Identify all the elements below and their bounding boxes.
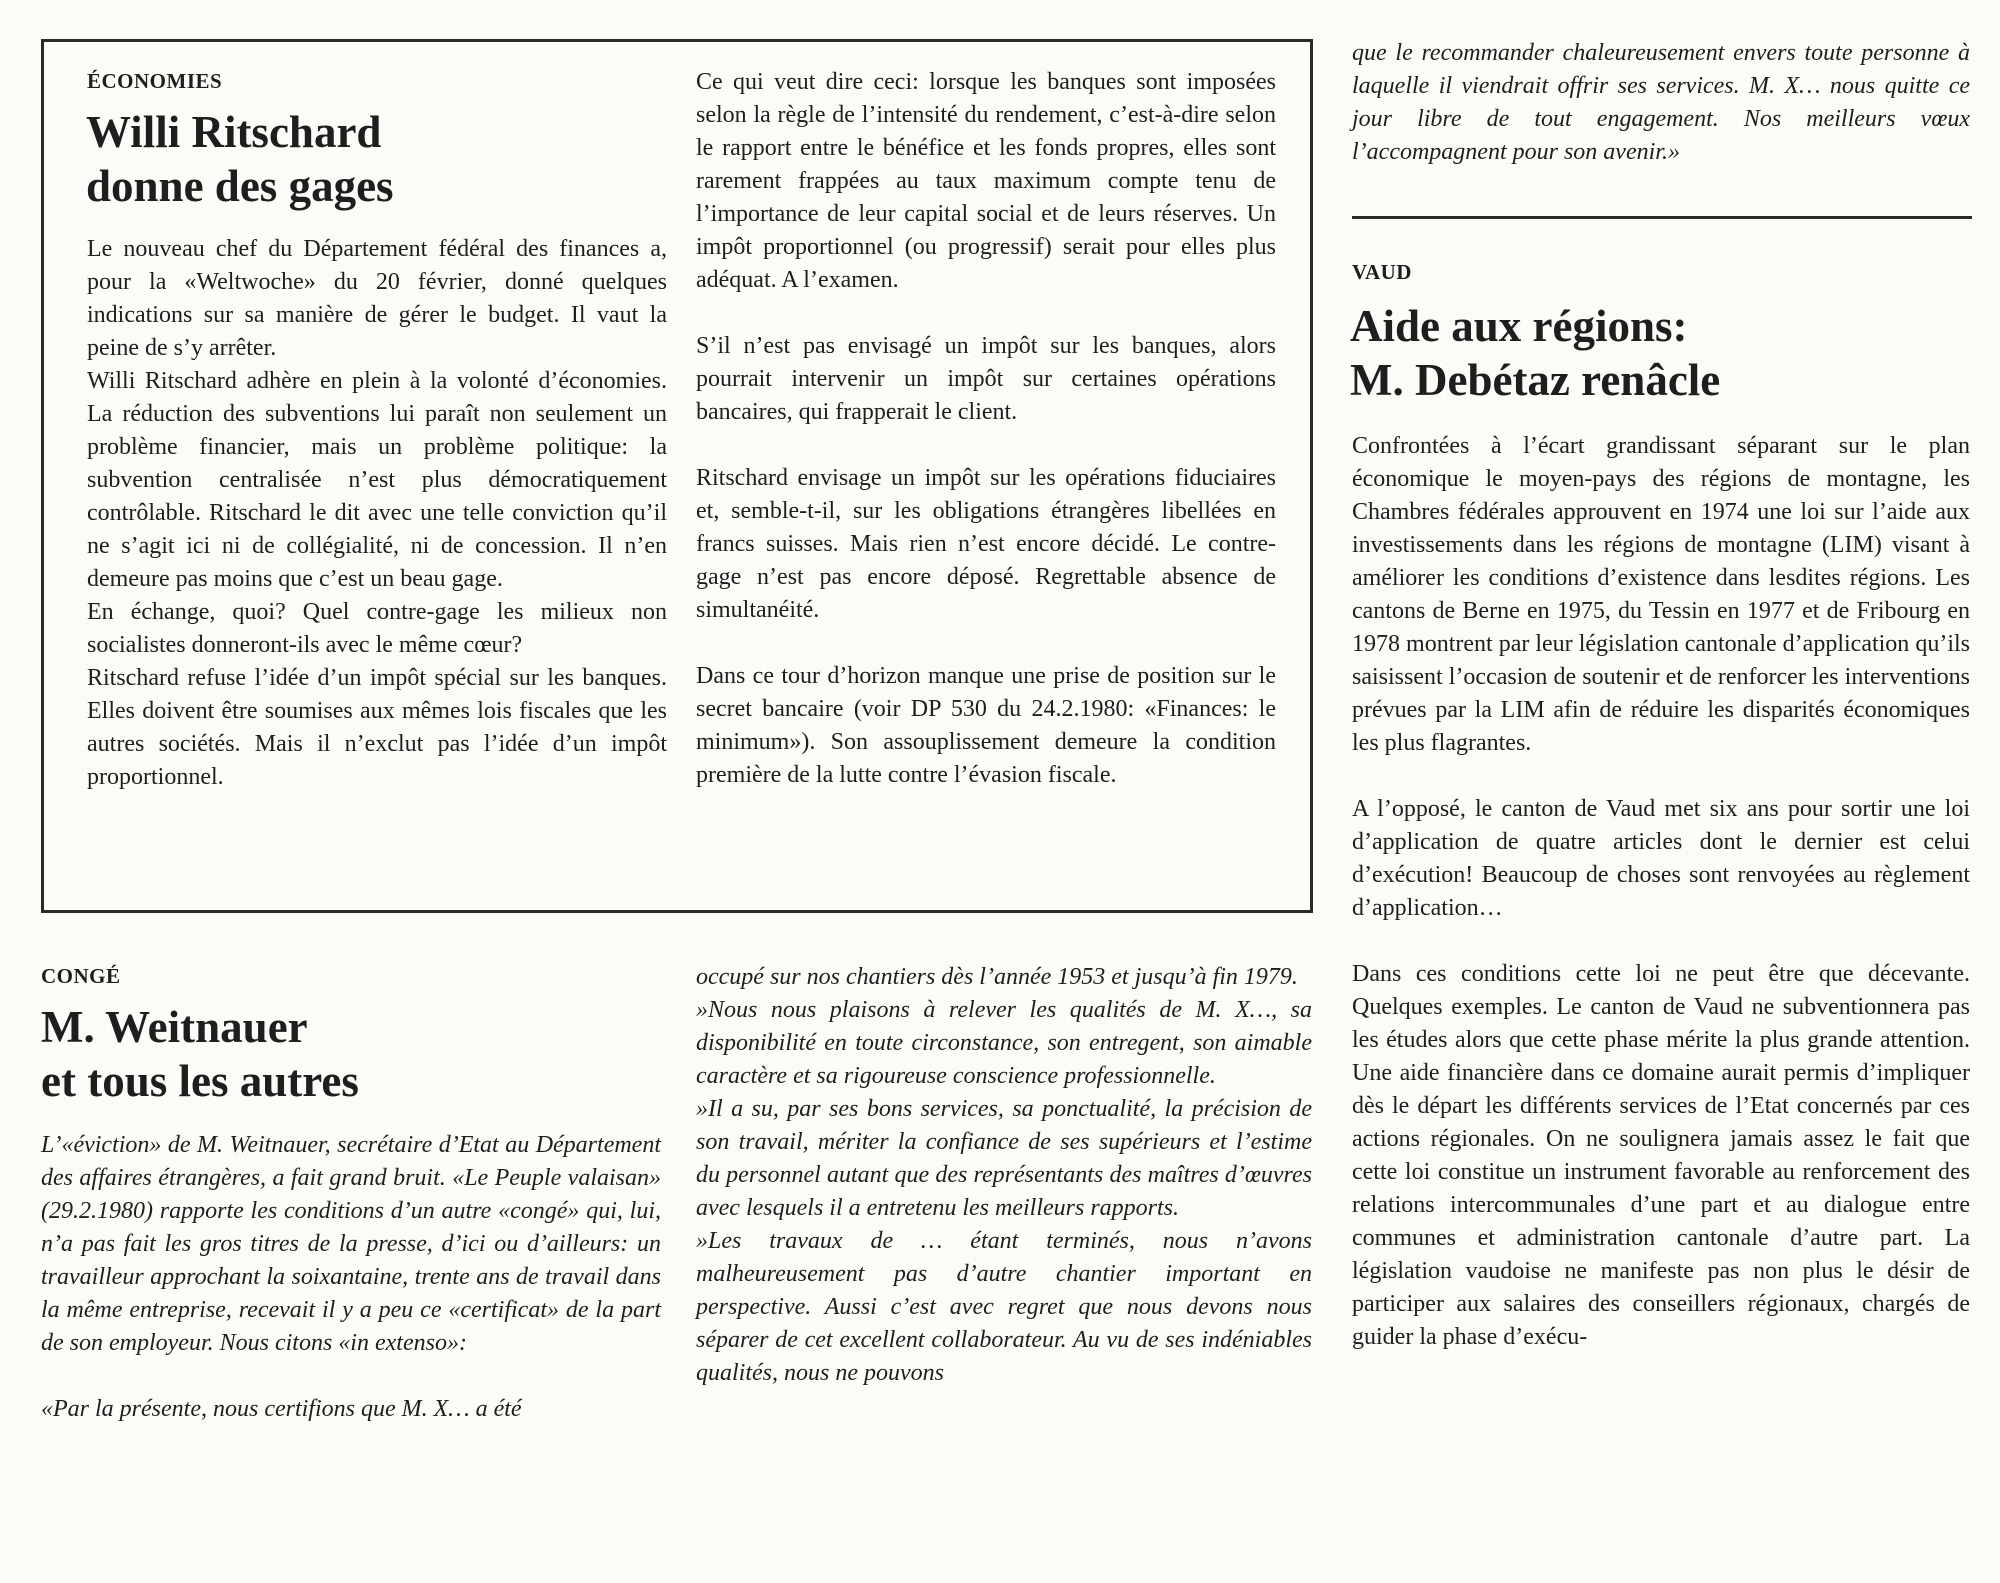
conge-col2-para-3: »Il a su, par ses bons services, sa ponctualité, la précision de son travail, mériter la confiance de ses supérieurs et l’estime du personnel autant que des représentants des maîtres d’œuvres avec lesquels il a entretenu les meilleurs rapports. [696,1096,1312,1221]
vaud-para-3: Dans ces conditions cette loi ne peut être que décevante. Quelques exemples. Le canton de Vaud ne subventionnera pas les études alors que cette phase mérite la plus grande attention. Une aide financière dans ce domaine aurait permis d’impliquer dès le départ les différents services de l’Etat concernés par ces actions régionales. On ne soulignera jamais assez le fait que cette loi constitue un instrument favorable au renforcement des relations intercommunales d’une part et au dialogue entre communes et administration cantonale d’autre part. La législation vaudoise ne manifeste pas non plus le désir de participer aux salaires des conseillers régionaux, chargés de guider la phase d’exécu- [1352,961,1970,1350]
ritschard-column-2 [696,66,1276,792]
vaud-kicker: VAUD [1352,260,1412,284]
vaud-column [1352,430,1970,1354]
vaud-para-1: Confrontées à l’écart grandissant séparant sur le plan économique le moyen-pays des régions de montagne, les Chambres fédérales approuvent en 1974 une loi sur l’aide aux investissements dans les régions de montagne (LIM) visant à améliorer les conditions d’existence dans lesdites régions. Les cantons de Berne en 1975, du Tessin en 1977 et de Fribourg en 1978 montrent par leur législation cantonale d’application qu’ils saisissent l’occasion de soutenir et de renforcer les interventions prévues par la LIM afin de réduire les disparités économiques les plus flagrantes. [1352,433,1970,756]
vaud-headline [1350,299,1970,407]
vaud-headline-line-1: Aide aux régions: [1350,301,1688,351]
conge-kicker: CONGÉ [41,964,121,988]
conge-col2-para-4: »Les travaux de … étant terminés, nous n’avons malheureusement pas d’autre chantier important en perspective. Aussi c’est avec regret que nous devons nous séparer de cet excellent collaborateur. Au vu de ses indéniables qualités, nous ne pouvons [696,1228,1312,1386]
conge-col1-para-2: «Par la présente, nous certifions que M. X… a été [41,1396,522,1422]
ritschard-col2-para-3: Ritschard envisage un impôt sur les opérations fiduciaires et, semble-t-il, sur les obligations étrangères libellées en francs suisses. Mais rien n’est encore décidé. Le contre-gage n’est pas encore déposé. Regrettable absence de simultanéité. [696,465,1276,623]
ritschard-col2-para-1: Ce qui veut dire ceci: lorsque les banques sont imposées selon la règle de l’intensité du rendement, c’est-à-dire selon le rapport entre le bénéfice et les fonds propres, elles sont rarement frappées au taux maximum compte tenu de l’importance de leur capital social et de leurs réserves. Un impôt proportionnel (ou progressif) serait pour elles plus adéquat. A l’examen. [696,69,1276,293]
ritschard-kicker: ÉCONOMIES [87,69,223,93]
conge-column-1 [41,1129,661,1426]
ritschard-col2-para-4: Dans ce tour d’horizon manque une prise de position sur le secret bancaire (voir DP 530 du 24.2.1980: «Finances: le minimum»). Son assouplissement demeure la condition première de la lutte contre l’évasion fiscale. [696,663,1276,788]
vaud-headline-line-2: M. Debétaz renâcle [1350,355,1721,405]
ritschard-headline-line-2: donne des gages [86,161,394,211]
ritschard-headline-line-1: Willi Ritschard [86,107,382,157]
conge-continuation [1352,37,1970,169]
ritschard-column-1 [87,233,667,794]
conge-col2-para-1: occupé sur nos chantiers dès l’année 1953 et jusqu’à fin 1979. [696,964,1298,990]
ritschard-headline [86,105,686,213]
conge-headline [41,1000,681,1108]
vaud-para-2: A l’opposé, le canton de Vaud met six ans pour sortir une loi d’application de quatre articles dont le dernier est celui d’exécution! Beaucoup de choses sont renvoyées au règlement d’application… [1352,796,1970,921]
conge-headline-line-2: et tous les autres [41,1056,359,1106]
column-divider-rule [1352,216,1972,219]
conge-continuation-text: que le recommander chaleureusement envers toute personne à laquelle il viendrait offrir ses services. M. X… nous quitte ce jour libre de tout engagement. Nos meilleurs vœux l’accompagnent pour son avenir.» [1352,40,1970,165]
ritschard-col1-para-1: Le nouveau chef du Département fédéral des finances a, pour la «Weltwoche» du 20 février, donné quelques indications sur sa manière de gérer le budget. Il vaut la peine de s’y arrêter. [87,236,667,361]
conge-col1-para-1: L’«éviction» de M. Weitnauer, secrétaire d’Etat au Département des affaires étrangères, a fait grand bruit. «Le Peuple valaisan» (29.2.1980) rapporte les conditions d’un autre «congé» qui, lui, n’a pas fait les gros titres de la presse, d’ici ou d’ailleurs: un travailleur approchant la soixantaine, trente ans de travail dans la même entreprise, recevait il y a peu ce «certificat» de la part de son employeur. Nous citons «in extenso»: [41,1132,661,1356]
ritschard-col2-para-2: S’il n’est pas envisagé un impôt sur les banques, alors pourrait intervenir un impôt sur certaines opérations bancaires, qui frapperait le client. [696,333,1276,425]
ritschard-col1-para-4: Ritschard refuse l’idée d’un impôt spécial sur les banques. Elles doivent être soumises aux mêmes lois fiscales que les autres sociétés. Mais il n’exclut pas l’idée d’un impôt proportionnel. [87,665,667,790]
conge-col2-para-2: »Nous nous plaisons à relever les qualités de M. X…, sa disponibilité en toute circonstance, son entregent, son aimable caractère et sa rigoureuse conscience professionnelle. [696,997,1312,1089]
conge-column-2 [696,961,1312,1390]
ritschard-col1-para-3: En échange, quoi? Quel contre-gage les milieux non socialistes donneront-ils avec le même cœur? [87,599,667,658]
ritschard-col1-para-2: Willi Ritschard adhère en plein à la volonté d’économies. La réduction des subventions lui paraît non seulement un problème financier, mais un problème politique: la subvention centralisée n’est plus démocratiquement contrôlable. Ritschard le dit avec une telle conviction qu’il ne s’agit ici ni de collégialité, ni de concession. Il n’en demeure pas moins que c’est un beau gage. [87,368,667,592]
conge-headline-line-1: M. Weitnauer [41,1002,308,1052]
